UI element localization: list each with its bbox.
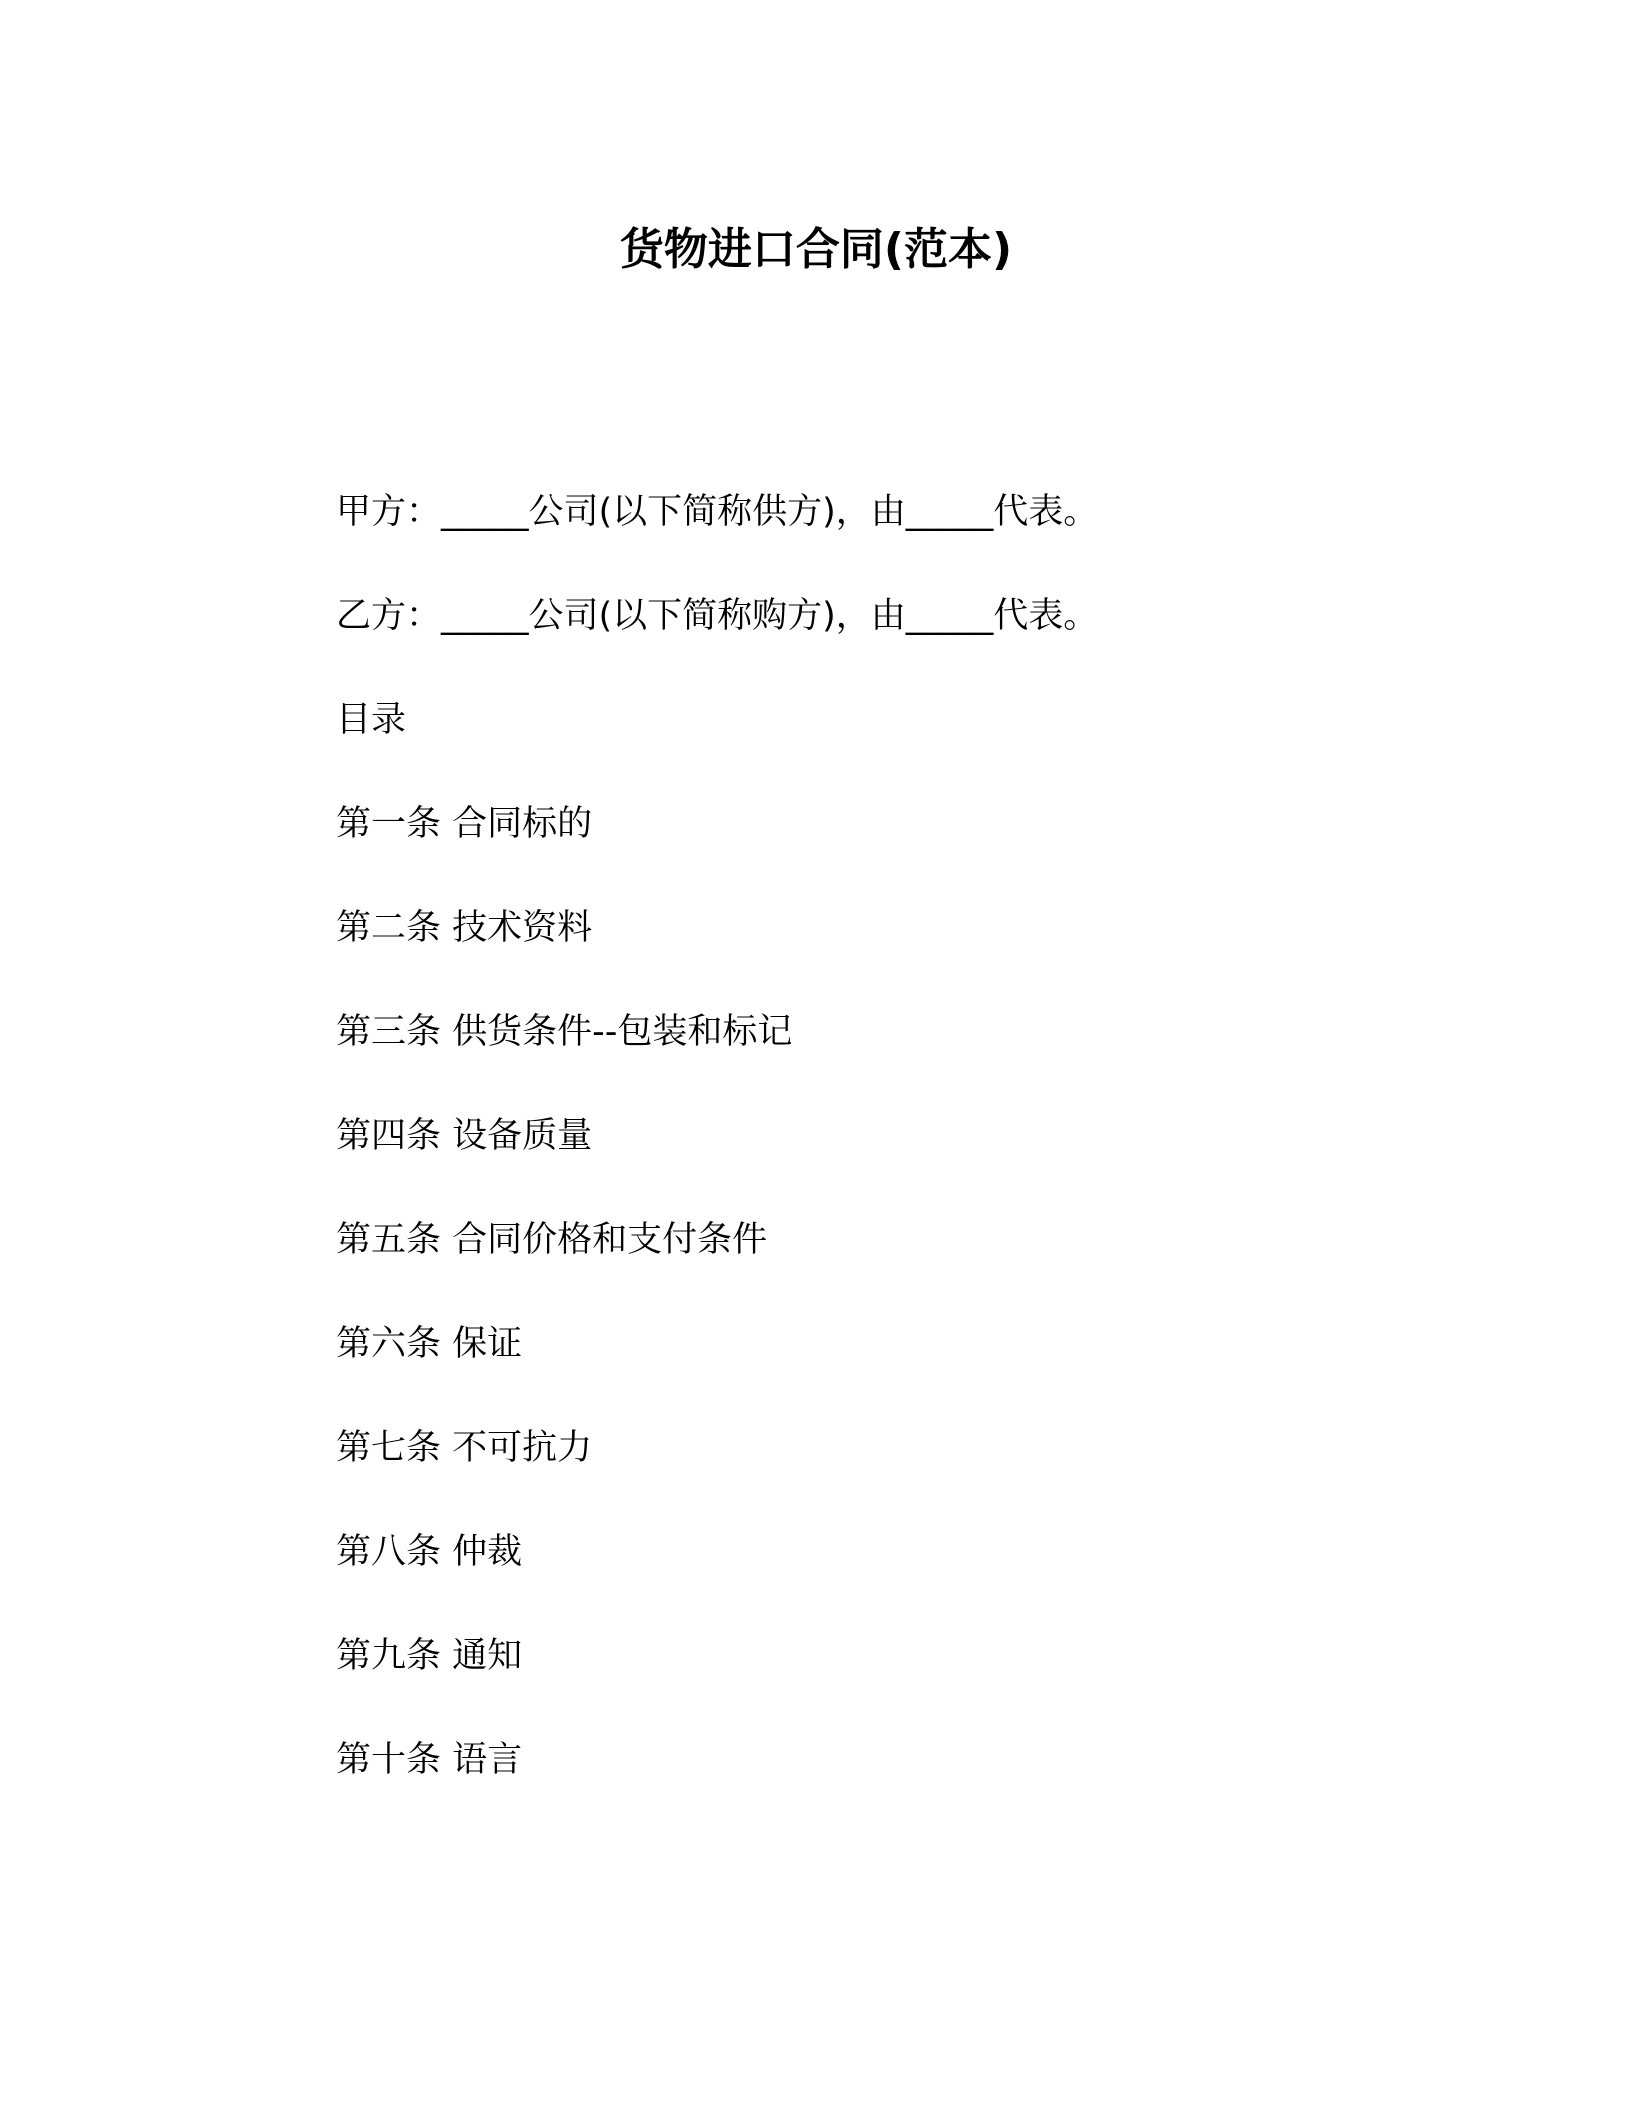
toc-item-7: 第七条 不可抗力 bbox=[336, 1428, 593, 1468]
document-body bbox=[336, 488, 1436, 1784]
party-a-line: 甲方：_____公司(以下简称供方)，由_____代表。 bbox=[336, 492, 1099, 532]
toc-item-4: 第四条 设备质量 bbox=[336, 1116, 593, 1156]
party-b-line: 乙方：_____公司(以下简称购方)，由_____代表。 bbox=[336, 596, 1099, 636]
document-title: 货物进口合同(范本) bbox=[619, 224, 1013, 275]
toc-item-6: 第六条 保证 bbox=[336, 1324, 523, 1364]
toc-item-5: 第五条 合同价格和支付条件 bbox=[336, 1220, 768, 1260]
toc-item-1: 第一条 合同标的 bbox=[336, 804, 593, 844]
toc-item-10: 第十条 语言 bbox=[336, 1740, 523, 1780]
toc-item-9: 第九条 通知 bbox=[336, 1636, 523, 1676]
toc-item-8: 第八条 仲裁 bbox=[336, 1532, 523, 1572]
toc-item-3: 第三条 供货条件--包装和标记 bbox=[336, 1012, 793, 1052]
toc-heading: 目录 bbox=[336, 700, 407, 740]
toc-item-2: 第二条 技术资料 bbox=[336, 908, 593, 948]
